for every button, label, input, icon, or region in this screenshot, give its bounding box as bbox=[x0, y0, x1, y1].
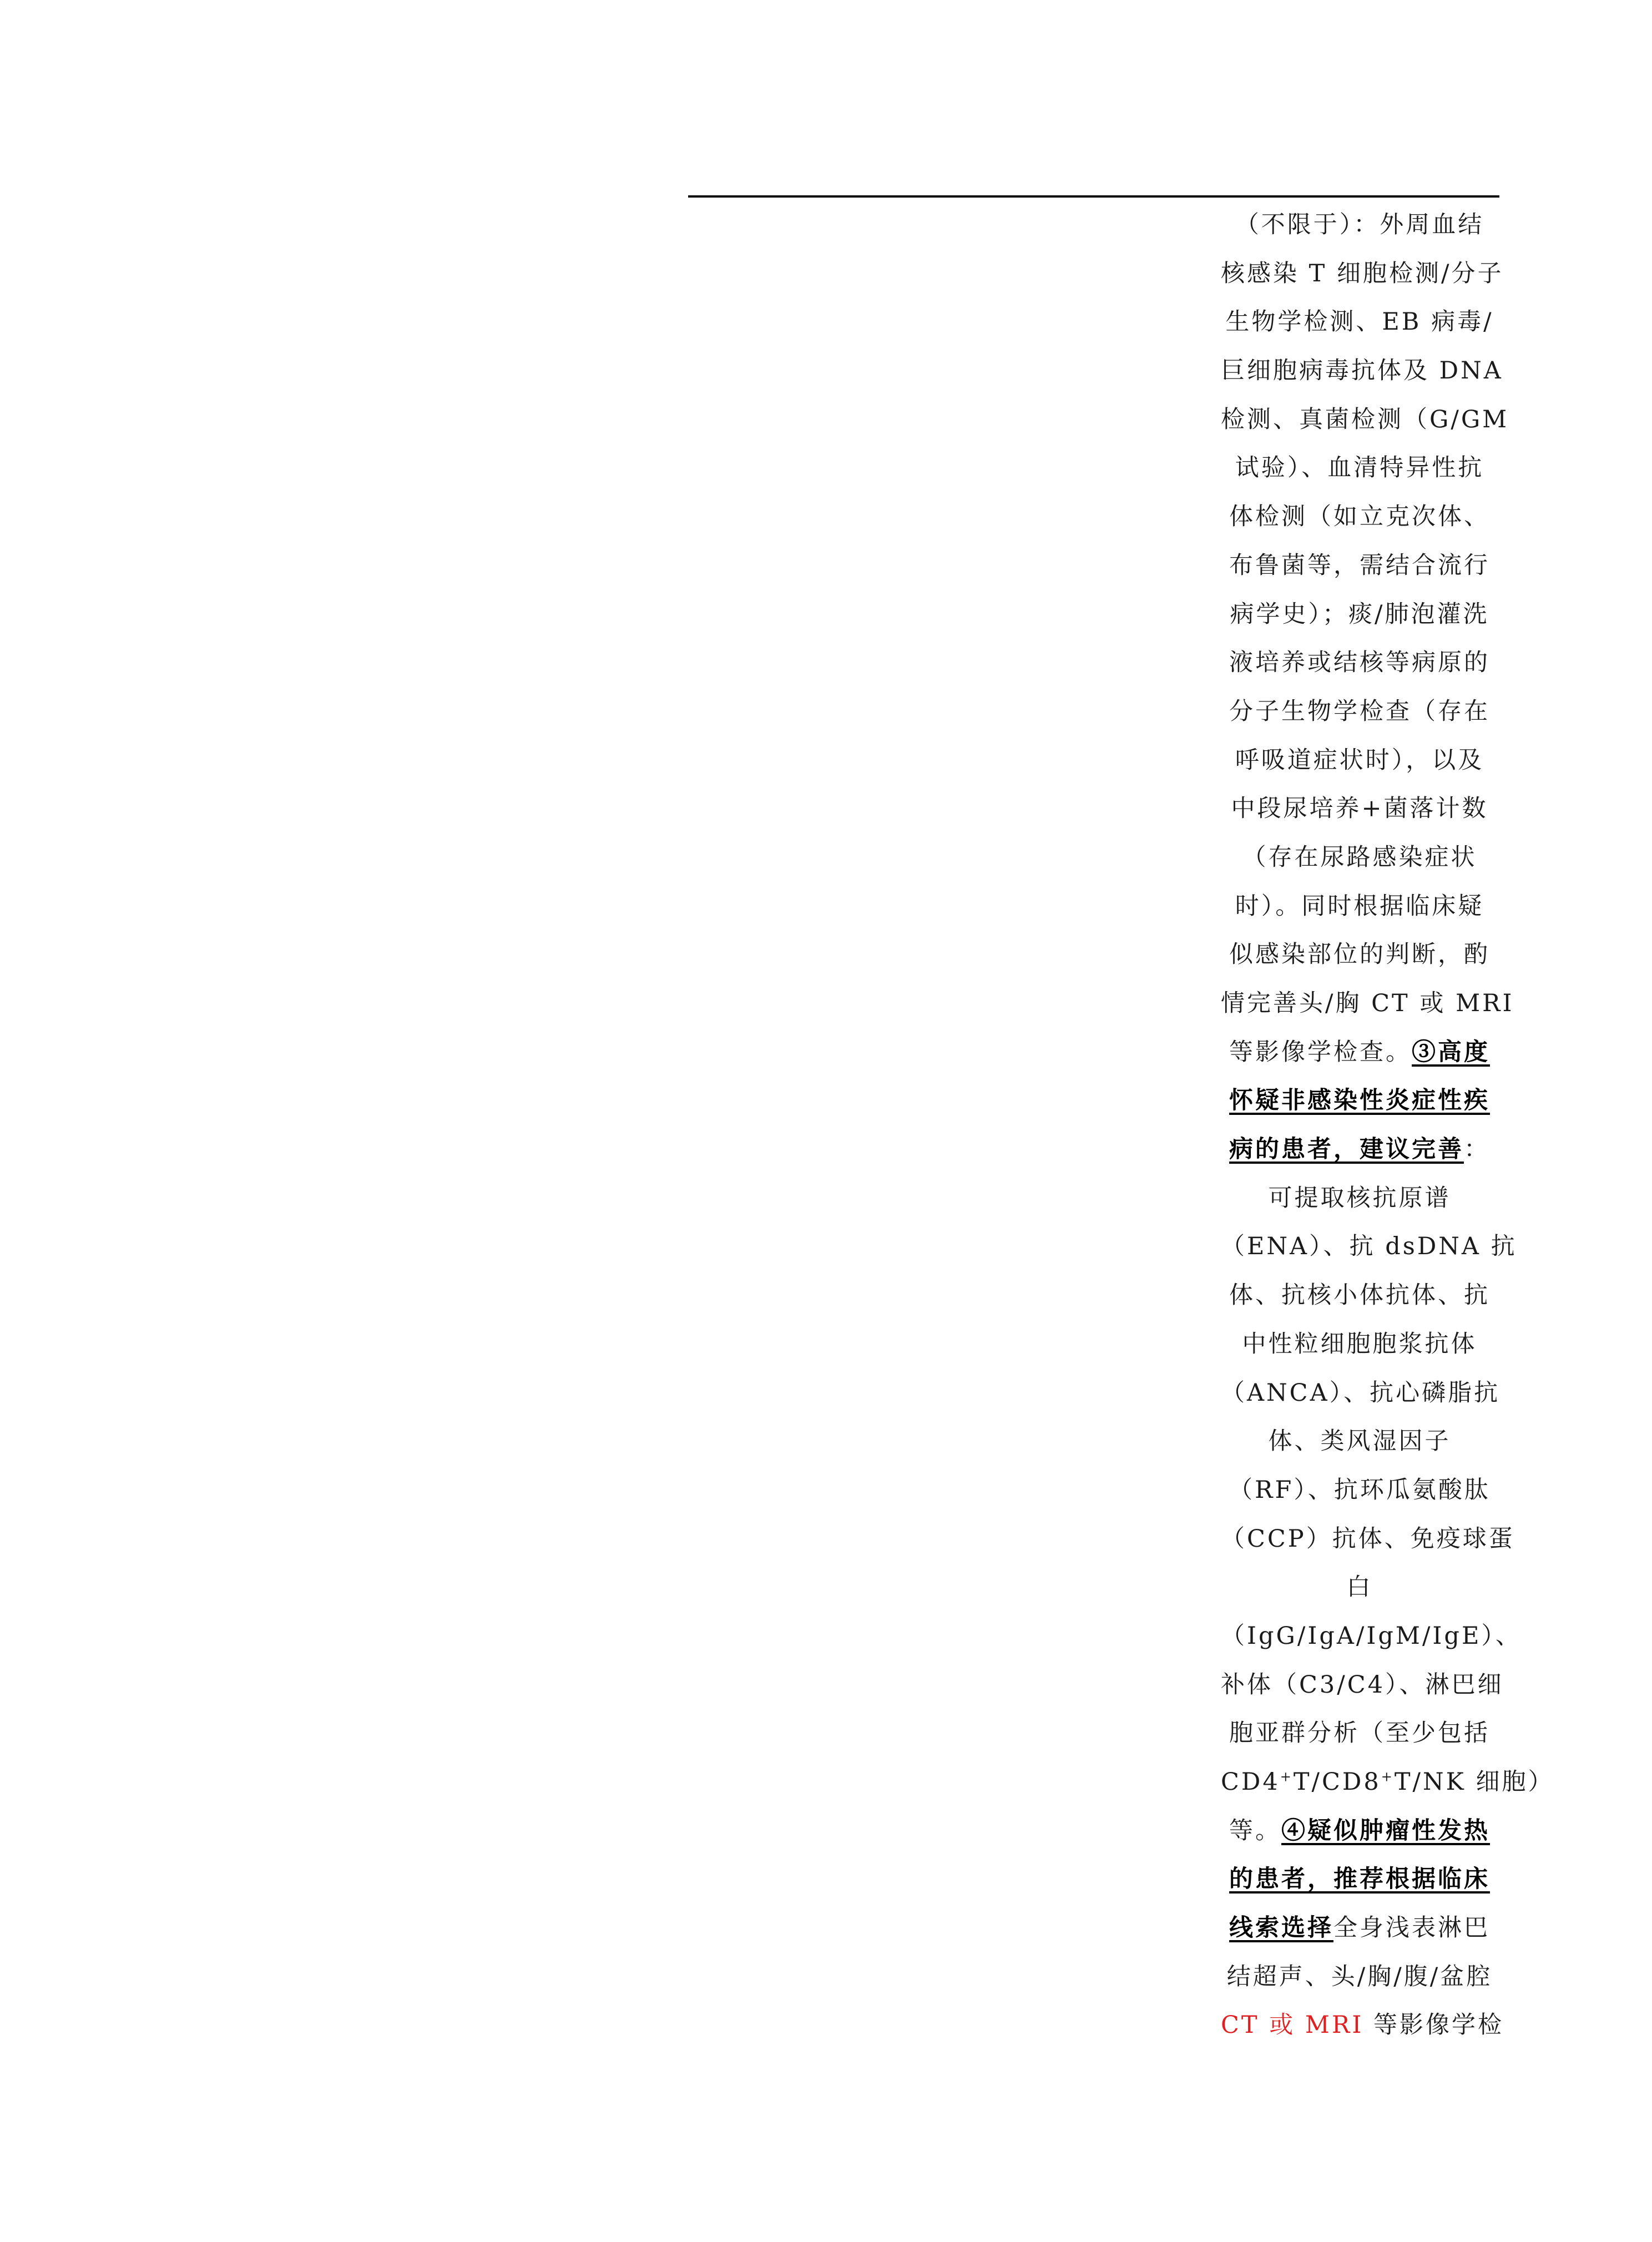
text-line bbox=[1221, 1661, 1504, 1710]
text-run: 检测、真菌检测（G/GM bbox=[1221, 405, 1509, 433]
text-run: 呼吸道症状时），以及 bbox=[1235, 746, 1484, 774]
text-run: 情完善头/胸 CT 或 MRI bbox=[1221, 989, 1514, 1017]
text-run: 等影像学检查。 bbox=[1229, 1038, 1412, 1066]
text-line bbox=[1221, 590, 1498, 639]
text-line bbox=[1221, 1174, 1498, 1223]
text-run: 体、抗核小体抗体、抗 bbox=[1229, 1281, 1490, 1310]
text-run: CD4 bbox=[1221, 1768, 1280, 1796]
text-line bbox=[1221, 250, 1504, 299]
text-run: 试验）、血清特异性抗 bbox=[1235, 454, 1484, 482]
text-run: （ANCA）、抗心磷脂抗 bbox=[1221, 1378, 1501, 1407]
text-line bbox=[1221, 347, 1503, 396]
text-run: 体、类风湿因子 bbox=[1268, 1427, 1451, 1456]
text-line bbox=[1221, 736, 1498, 785]
superscript-plus: + bbox=[1280, 1769, 1294, 1785]
text-line bbox=[1221, 396, 1509, 445]
text-run: 似感染部位的判断，酌 bbox=[1229, 941, 1490, 969]
table-cell-text bbox=[1221, 201, 1554, 2050]
table-top-rule bbox=[688, 195, 1499, 198]
text-line bbox=[1221, 1758, 1554, 1807]
text-run: （CCP）抗体、免疫球蛋 bbox=[1221, 1524, 1515, 1553]
text-run: 等影像学检 bbox=[1363, 2011, 1504, 2039]
emphasis-run: 怀疑非感染性炎症性疾 bbox=[1229, 1087, 1490, 1115]
text-line bbox=[1221, 639, 1498, 688]
text-line bbox=[1221, 1369, 1501, 1418]
text-line bbox=[1221, 444, 1498, 493]
text-run: T/CD8 bbox=[1293, 1768, 1381, 1796]
text-line bbox=[1221, 1563, 1498, 1612]
emphasis-run: 病的患者，建议完善 bbox=[1229, 1135, 1464, 1164]
text-run: 补体（C3/C4）、淋巴细 bbox=[1221, 1670, 1504, 1699]
text-line bbox=[1221, 1417, 1498, 1466]
text-line bbox=[1221, 834, 1498, 882]
text-run: 分子生物学检查（存在 bbox=[1229, 697, 1490, 725]
text-run: 体检测（如立克次体、 bbox=[1229, 503, 1490, 531]
text-run: 布鲁菌等，需结合流行 bbox=[1229, 551, 1490, 579]
text-line bbox=[1221, 201, 1498, 250]
emphasis-run: ③高度 bbox=[1412, 1038, 1490, 1066]
red-text-run: CT 或 MRI bbox=[1221, 2011, 1364, 2039]
text-line bbox=[1221, 1466, 1498, 1515]
text-line bbox=[1221, 688, 1498, 736]
text-line bbox=[1221, 1223, 1517, 1271]
text-line bbox=[1221, 493, 1498, 542]
text-run: 巨细胞病毒抗体及 DNA bbox=[1221, 357, 1503, 385]
text-run: ： bbox=[1464, 1135, 1490, 1164]
emphasis-run: 线索选择 bbox=[1229, 1914, 1333, 1942]
text-run: 液培养或结核等病原的 bbox=[1229, 649, 1490, 677]
text-run: （IgG/IgA/IgM/IgE）、 bbox=[1221, 1622, 1522, 1650]
text-run: （不限于）：外周血结 bbox=[1235, 211, 1484, 239]
text-line bbox=[1221, 1515, 1515, 1564]
text-run: 病学史）；痰/肺泡灌洗 bbox=[1230, 600, 1489, 628]
text-line bbox=[1221, 882, 1498, 931]
text-run: （RF）、抗环瓜氨酸肽 bbox=[1229, 1476, 1491, 1504]
text-run: （ENA）、抗 dsDNA 抗 bbox=[1221, 1233, 1517, 1261]
text-run: T/NK 细胞） bbox=[1394, 1768, 1554, 1796]
text-line bbox=[1221, 542, 1498, 590]
text-line bbox=[1221, 1028, 1498, 1077]
text-run: 可提取核抗原谱 bbox=[1268, 1184, 1451, 1212]
text-run: 核感染 T 细胞检测/分子 bbox=[1221, 259, 1504, 287]
text-line bbox=[1221, 979, 1514, 1028]
text-run: 全身浅表淋巴 bbox=[1333, 1914, 1490, 1942]
emphasis-run: 的患者，推荐根据临床 bbox=[1229, 1865, 1490, 1893]
text-run: 胞亚群分析（至少包括 bbox=[1229, 1719, 1490, 1748]
text-line bbox=[1221, 1612, 1522, 1661]
text-line bbox=[1221, 1953, 1498, 2002]
text-line bbox=[1221, 1855, 1498, 1904]
text-line bbox=[1221, 1077, 1498, 1125]
text-line bbox=[1221, 1125, 1498, 1174]
text-line bbox=[1221, 931, 1498, 979]
text-line bbox=[1221, 1709, 1498, 1758]
superscript-plus: + bbox=[1381, 1769, 1395, 1785]
text-run: 结超声、头/胸/腹/盆腔 bbox=[1226, 1962, 1493, 1991]
text-line bbox=[1221, 1807, 1498, 1856]
text-run: 时）。同时根据临床疑 bbox=[1235, 892, 1484, 920]
text-line bbox=[1221, 1271, 1498, 1320]
text-line bbox=[1221, 1320, 1498, 1369]
text-run: 白 bbox=[1346, 1573, 1373, 1602]
emphasis-run: ④疑似肿瘤性发热 bbox=[1281, 1816, 1490, 1845]
text-line bbox=[1221, 1904, 1498, 1953]
text-line bbox=[1221, 785, 1498, 834]
text-run: 等。 bbox=[1229, 1816, 1281, 1845]
text-run: 生物学检测、EB 病毒/ bbox=[1225, 308, 1494, 336]
text-run: （存在尿路感染症状 bbox=[1242, 843, 1477, 871]
text-run: 中段尿培养+菌落计数 bbox=[1231, 795, 1488, 823]
text-run: 中性粒细胞胞浆抗体 bbox=[1242, 1330, 1477, 1358]
text-line bbox=[1221, 2001, 1504, 2050]
text-line bbox=[1221, 298, 1498, 347]
